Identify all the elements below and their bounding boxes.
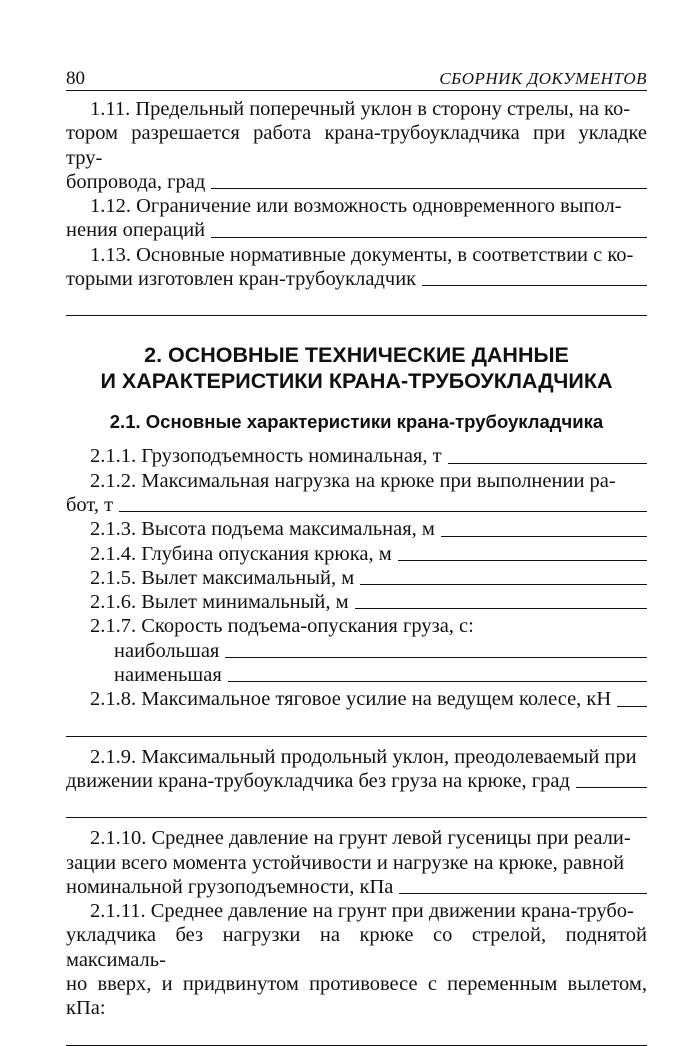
subsection-2-1-title: 2.1. Основные характеристики крана-трубоукладчика: [109, 411, 604, 433]
item-2-1-6-label: 2.1.6. Вылет минимальный, м: [90, 591, 349, 614]
fill-line[interactable]: [211, 188, 647, 189]
blank-line[interactable]: [66, 712, 647, 737]
item-1-11-field: [66, 170, 647, 194]
item-2-1-10-line3: номинальной грузоподъемности, кПа: [66, 875, 394, 898]
item-2-1-10-line1: 2.1.10. Среднее давление на грунт левой гусеницы при реали-: [90, 827, 631, 850]
item-2-1-7-label: 2.1.7. Скорость подъема-опускания груза, с:: [90, 615, 474, 638]
fill-line[interactable]: [576, 787, 647, 788]
page-header: [66, 64, 647, 91]
item-2-1-8-field: [66, 687, 647, 711]
item-2-1-11-line1: 2.1.11. Среднее давление на грунт при движении крана-трубо-: [90, 900, 634, 923]
fill-line[interactable]: [398, 560, 647, 561]
item-1-12-line1: 1.12. Ограничение или возможность одновременного выпол-: [90, 195, 622, 218]
blank-line[interactable]: [66, 291, 647, 316]
fill-line[interactable]: [228, 681, 647, 682]
item-2-1-4-label: 2.1.4. Глубина опускания крюка, м: [90, 542, 392, 565]
item-2-1-7-heading: [66, 614, 647, 638]
fill-line[interactable]: [211, 237, 647, 238]
section-2-title-line1: 2. ОСНОВНЫЕ ТЕХНИЧЕСКИЕ ДАННЫЕ: [144, 343, 569, 368]
item-2-1-10-field: [66, 875, 647, 899]
item-2-1-7-min-field: [66, 663, 647, 687]
blank-line[interactable]: [66, 1021, 647, 1046]
item-2-1-1-label: 2.1.1. Грузоподъемность номинальная, т: [90, 445, 442, 468]
fill-line[interactable]: [119, 511, 647, 512]
item-2-1-5-field: [66, 566, 647, 590]
section-2-title-line2: И ХАРАКТЕРИСТИКИ КРАНА-ТРУБОУКЛАДЧИКА: [100, 369, 613, 394]
item-2-1-3-label: 2.1.3. Высота подъема максимальная, м: [90, 518, 435, 541]
item-2-1-7-max-label: наибольшая: [114, 639, 220, 662]
item-2-1-10-line2: зации всего момента устойчивости и нагрузке на крюке, равной: [66, 851, 625, 874]
fill-line[interactable]: [448, 463, 647, 464]
fill-line[interactable]: [225, 657, 647, 658]
fill-line[interactable]: [441, 536, 647, 537]
item-2-1-11-line3: но вверх, и придвинутом противовесе с переменным вылетом, кПа:: [66, 973, 647, 1020]
item-2-1-9-line2: движении крана-трубоукладчика без груза на крюке, град: [66, 769, 570, 792]
item-2-1-8-label: 2.1.8. Максимальное тяговое усилие на ведущем колесе, кН: [90, 688, 612, 711]
fill-line[interactable]: [355, 608, 647, 609]
item-2-1-4-field: [66, 542, 647, 566]
item-2-1-5-label: 2.1.5. Вылет максимальный, м: [90, 566, 355, 589]
item-2-1-3-field: [66, 517, 647, 541]
fill-line[interactable]: [360, 584, 647, 585]
item-2-1-2-field: [66, 493, 647, 517]
item-2-1-9-field: [66, 769, 647, 793]
item-2-1-11-line2: укладчика без нагрузки на крюке со стрелой, поднятой максималь-: [66, 924, 647, 971]
item-1-11-line1: 1.11. Предельный поперечный уклон в сторону стрелы, на ко-: [90, 98, 631, 120]
fill-line[interactable]: [617, 706, 647, 707]
item-1-11-line2: тором разрешается работа крана-трубоукладчика при укладке тру-: [66, 122, 647, 169]
item-2-1-7-min-label: наименьшая: [114, 664, 222, 687]
blank-line[interactable]: [66, 793, 647, 818]
fill-line[interactable]: [422, 285, 647, 286]
running-title: СБОРНИК ДОКУМЕНТОВ: [439, 69, 647, 88]
item-1-13-field: [66, 267, 647, 291]
item-1-12-line2: нения операций: [66, 219, 206, 242]
fill-line[interactable]: [399, 893, 647, 894]
item-1-13-line1: 1.13. Основные нормативные документы, в соответствии с ко-: [90, 243, 634, 266]
item-1-13-line2: торыми изготовлен кран-трубоукладчик: [66, 268, 417, 291]
item-2-1-6-field: [66, 590, 647, 614]
item-2-1-9-line1: 2.1.9. Максимальный продольный уклон, преодолеваемый при: [90, 745, 637, 768]
item-2-1-7-max-field: [66, 639, 647, 663]
page-number: 80: [66, 68, 85, 89]
document-page: [66, 64, 647, 1046]
item-2-1-2-line2: бот, т: [66, 493, 114, 516]
item-2-1-2-line1: 2.1.2. Максимальная нагрузка на крюке при выполнении ра-: [90, 469, 616, 492]
item-2-1-1-field: [66, 444, 647, 468]
item-1-12-field: [66, 218, 647, 242]
item-1-11-line3: бопровода, град: [66, 170, 206, 193]
